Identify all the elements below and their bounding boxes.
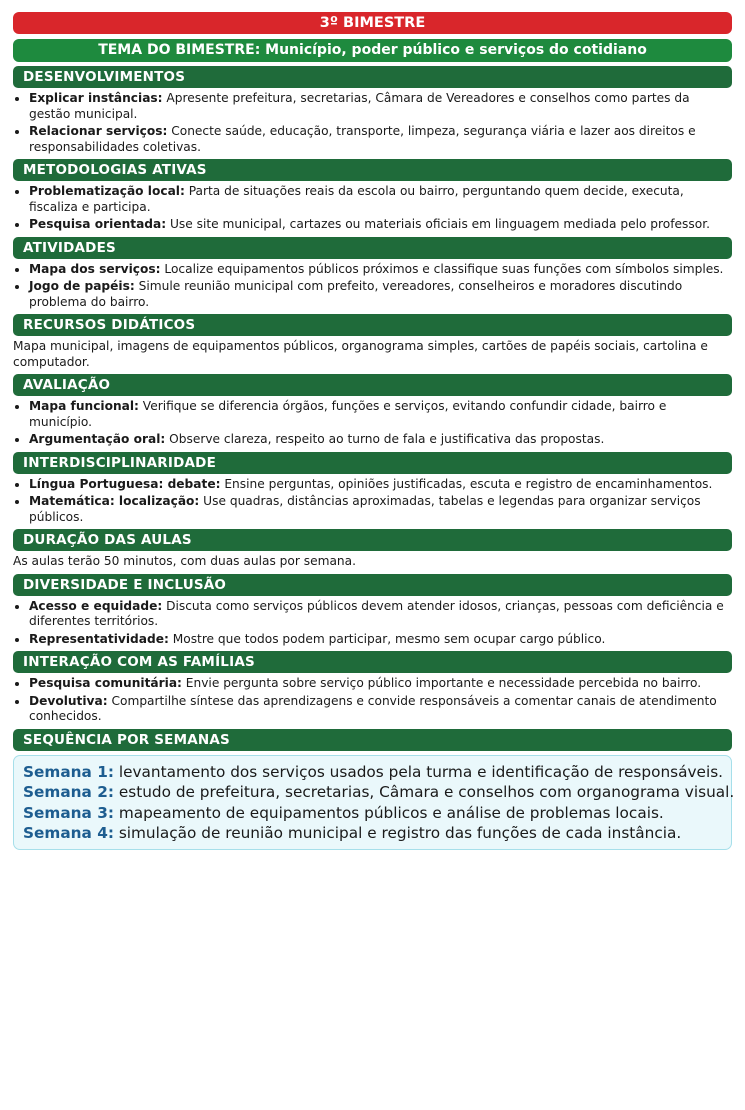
bimestre-banner: 3º BIMESTRE	[13, 12, 732, 34]
list-item: • Devolutiva: Compartilhe síntese das aprendizagens e convide responsáveis a comentar canais de atendimento conhecidos.	[29, 694, 732, 725]
list-item: • Matemática: localização: Use quadras, distâncias aproximadas, tabelas e legendas para organizar serviços públicos.	[29, 494, 732, 525]
section-header-avaliacao: AVALIAÇÃO	[13, 374, 732, 396]
list-item: • Pesquisa orientada: Use site municipal, cartazes ou materiais oficiais em linguagem mediada pelo professor.	[29, 217, 732, 233]
recursos-text: Mapa municipal, imagens de equipamentos públicos, organograma simples, cartões de papéis sociais, cartolina e computador.	[13, 339, 708, 369]
list-item: • Relacionar serviços: Conecte saúde, educação, transporte, limpeza, segurança viária e lazer aos direitos e responsabilidades coletivas.	[29, 124, 732, 155]
list-item: • Representatividade: Mostre que todos podem participar, mesmo sem ocupar cargo público.	[29, 632, 732, 648]
week-item: Semana 1: levantamento dos serviços usados pela turma e identificação de responsáveis.	[23, 762, 724, 781]
list-item: • Mapa dos serviços: Localize equipamentos públicos próximos e classifique suas funções com símbolos simples.	[29, 262, 732, 278]
section-header-atividades: ATIVIDADES	[13, 237, 732, 259]
list-item: • Problematização local: Parta de situações reais da escola ou bairro, perguntando quem decide, executa, fiscaliza e participa.	[29, 184, 732, 215]
list-item: • Pesquisa comunitária: Envie pergunta sobre serviço público importante e necessidade percebida no bairro.	[29, 676, 732, 692]
section-header-diversidade: DIVERSIDADE E INCLUSÃO	[13, 574, 732, 596]
section-header-familias: INTERAÇÃO COM AS FAMÍLIAS	[13, 651, 732, 673]
desenvolvimentos-list	[13, 91, 732, 155]
interdisciplinaridade-list	[13, 477, 732, 526]
list-item: • Língua Portuguesa: debate: Ensine perguntas, opiniões justificadas, escuta e registro de encaminhamentos.	[29, 477, 732, 493]
atividades-list	[13, 262, 732, 311]
section-header-desenvolvimentos: DESENVOLVIMENTOS	[13, 66, 732, 88]
week-item: Semana 3: mapeamento de equipamentos públicos e análise de problemas locais.	[23, 803, 664, 822]
list-item: • Mapa funcional: Verifique se diferencia órgãos, funções e serviços, evitando confundir cidade, bairro e município.	[29, 399, 732, 430]
section-header-sequencia: SEQUÊNCIA POR SEMANAS	[13, 729, 732, 751]
metodologias-list	[13, 184, 732, 233]
list-item: • Explicar instâncias: Apresente prefeitura, secretarias, Câmara de Vereadores e conselhos como partes da gestão municipal.	[29, 91, 732, 122]
week-item: Semana 4: simulação de reunião municipal e registro das funções de cada instância.	[23, 824, 682, 842]
section-header-metodologias: METODOLOGIAS ATIVAS	[13, 159, 732, 181]
list-item: • Acesso e equidade: Discuta como serviços públicos devem atender idosos, crianças, pessoas com deficiência e diferentes territórios.	[29, 599, 732, 630]
list-item: • Jogo de papéis: Simule reunião municipal com prefeito, vereadores, conselheiros e moradores discutindo problema do bairro.	[29, 279, 732, 310]
week-item: Semana 2: estudo de prefeitura, secretarias, Câmara e conselhos com organograma visual.	[23, 783, 735, 801]
diversidade-list	[13, 599, 732, 648]
section-header-interdisciplinaridade: INTERDISCIPLINARIDADE	[13, 452, 732, 474]
list-item: • Argumentação oral: Observe clareza, respeito ao turno de fala e justificativa das propostas.	[29, 432, 732, 448]
duracao-text: As aulas terão 50 minutos, com duas aulas por semana.	[13, 554, 356, 568]
weeks-box	[13, 755, 735, 850]
familias-list	[13, 676, 732, 725]
section-header-recursos: RECURSOS DIDÁTICOS	[13, 314, 732, 336]
tema-banner: TEMA DO BIMESTRE: Município, poder público e serviços do cotidiano	[13, 39, 732, 62]
avaliacao-list	[13, 399, 732, 448]
section-header-duracao: DURAÇÃO DAS AULAS	[13, 529, 732, 551]
